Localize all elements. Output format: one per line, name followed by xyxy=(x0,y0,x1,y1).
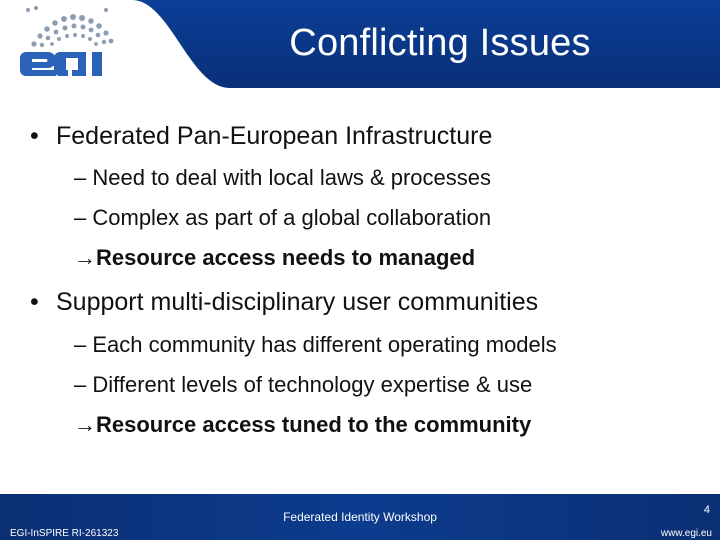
footer-event-name: Federated Identity Workshop xyxy=(283,510,437,524)
bullet-text: Need to deal with local laws & processes xyxy=(92,165,492,190)
sub-bullet-item xyxy=(74,411,531,439)
slide-footer xyxy=(0,494,720,540)
bullet-dash: – xyxy=(74,165,87,190)
sub-bullet-item xyxy=(74,244,475,272)
sub-bullet-item xyxy=(74,331,557,359)
arrow-icon: → xyxy=(74,412,96,437)
bullet-text: Support multi-disciplinary user communities xyxy=(56,288,539,316)
slide-header xyxy=(0,0,720,88)
bullet-text: Complex as part of a global collaboration xyxy=(92,205,492,230)
bullet-text: Each community has different operating models xyxy=(92,332,557,357)
bullet-dot: • xyxy=(30,122,39,150)
egi-logo xyxy=(16,4,126,80)
bullet-item xyxy=(30,286,538,318)
footer-project-id: EGI-InSPIRE RI-261323 xyxy=(10,528,119,539)
bullet-dash: – xyxy=(74,332,87,357)
bullet-item xyxy=(30,120,492,152)
page-number: 4 xyxy=(703,504,710,516)
bullet-text: Federated Pan-European Infrastructure xyxy=(56,122,493,150)
arrow-icon: → xyxy=(74,245,96,270)
bullet-text: Resource access needs to managed xyxy=(96,245,476,270)
sub-bullet-item xyxy=(74,371,532,399)
bullet-text: Different levels of technology expertise & use xyxy=(92,372,533,397)
bullet-dash: – xyxy=(74,372,87,397)
bullet-text: Resource access tuned to the community xyxy=(96,412,532,437)
bullet-dot: • xyxy=(30,288,39,316)
slide-title: Conflicting Issues xyxy=(289,22,591,64)
sub-bullet-item xyxy=(74,164,491,192)
bullet-dash: – xyxy=(74,205,87,230)
sub-bullet-item xyxy=(74,204,491,232)
footer-website-link[interactable]: www.egi.eu xyxy=(660,528,712,539)
